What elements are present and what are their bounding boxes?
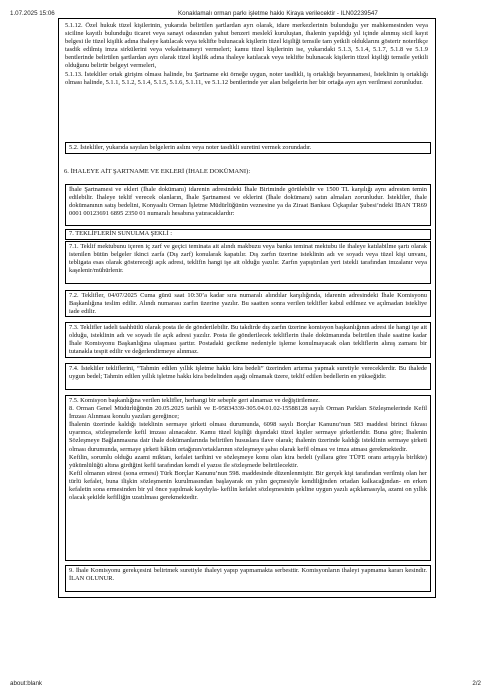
clause-5-2-box xyxy=(65,142,431,154)
section-7-heading: 7. TEKLİFLERİN SUNULMA ŞEKLİ : xyxy=(69,230,173,237)
clause-7-4: 7.4. İstekliler tekliflerini, “Tahmin edilen yıllık işletme hakkı kira bedeli” üzerinden artırma yapmak suretiyle vereceklerdir. Bu ihalede uygun bedel; Tahmin edilen yıllık işletme hakkı kira bedelinden aşağı olmamak üzere, teklif edilen bedellerin en yükseğidir. xyxy=(69,365,427,381)
clause-7-3: 7.3. Teklifler iadeli taahhütlü olarak posta ile de gönderilebilir. Bu takdirde dış zarfın üzerine komisyon başkanlığının adresi ile hangi işe ait olduğu, isteklinin adı ve soyadı ile açık adresi yazılır. Posta ile gönderilecek tekliflerin ihale dokümanında belirtilen ihale saatine kadar İhale Komisyonu Başkanlığına ulaşması şarttır. Postadaki gecikme nedeniyle işleme konulmayacak olan tekliflerin alınış zamanı bir tutanakla tespit edilir ve değerlendirmeye alınmaz. xyxy=(69,324,427,356)
footer-url: about:blank xyxy=(10,680,42,687)
page-number: 2/2 xyxy=(472,680,481,687)
clause-7-5: 7.5. Komisyon başkanlığına verilen teklifler, herhangi bir sebeple geri alınamaz ve değiştirilemez. xyxy=(69,397,320,404)
clause-7-2: 7.2. Teklifler, 04/07/2025 Cuma günü saat 10:30’a kadar sıra numaralı alındılar karşılığında, idarenin adresindeki İhale Komisyonu Başkanlığına teslim edilir. Alındı numarası zarfın üzerine yazılır. Bu saatten sonra verilen teklifler kabul edilmez ve açılmadan istekliye iade edilir. xyxy=(69,292,427,316)
clause-5-1-13: 5.1.13. İstekliler ortak girişim olması halinde, bu Şartname eki örneğe uygun, noter tasdikli, iş ortaklığı beyannamesi, İsteklinin iş ortaklığı olması halinde, 5.1.1, 5.1.2, 5.1.4, 5.1.5, 5.1.6, 5.1.11, ve 5.1.12 bentlerinde yer alan belgelerin her bir ortağa ayrı ayrı verilmesi zorunludur. xyxy=(65,70,428,86)
clause-7-2-box xyxy=(65,290,431,317)
clause-8: 8. Orman Genel Müdürlüğünün 20.05.2025 tarihli ve E-95834339-305.04.01.02-15588128 sayılı Orman Parkları Sözleşmelerinde Kefil İmzası Alınması konulu yazıları gereğince; xyxy=(69,405,427,421)
clause-8-a: İhalenin üzerinde kaldığı isteklinin sermaye şirketi olması durumunda, 6098 sayılı Borçlar Kanunu’nun 583 maddesi birinci fıkrası uyarınca, sözleşmelerde kefil imzası alınacaktır. Kamu tüzel kişiliği dışındaki tüzel kişiler sermaye şirketleridir. Buna göre; İhalenin Sözleşmeye Bağlanmasına dair ihale dokümanlarında belirtilen hususlara ilave olarak; ihalenin üzerinde kaldığı isteklinin sermaye şirketi olması durumunda, sermaye şirketi hâkim ortağının/ortaklarının sözleşmeye şahsı olarak kefil olması ve imza atması gerekmektedir. xyxy=(69,421,427,453)
clause-5-1-12: 5.1.12. Özel hukuk tüzel kişilerinin, yukarıda belirtilen şartlardan ayrı olarak, idare merkezlerinin bulunduğu yer mahkemesinden veya siciline kayıtlı bulunduğu ticaret veya sanayi odasından yahut benzeri meslekî kuruluştan, ihalenin yapıldığı yıl içinde alınmış sicil kayıt belgesi ile tüzel kişilik adına ihaleye katılacak veya teklifte bulunacak kişilerin tüzel kişiliği temsile tam yetkili olduklarını gösterir noterlikçe tasdik edilmiş imza sirkülerini veya vekaletnameyi vermeleri; kamu tüzel kişilerinin ise, yukarıdaki 5.1.3, 5.1.4, 5.1.7, 5.1.8 ve 5.1.9 bentlerinde belirtilen şartlardan ayrı olarak tüzel kişilik adına ihaleye katılacak veya teklifte bulunacak kişilerin tüzel kişiliği temsile yetkili olduğunu belirtir belgeyi vermeleri, xyxy=(65,22,428,70)
section-6-text: İhale Şartnamesi ve ekleri (İhale dokümanı) idarenin adresindeki İhale Biriminde görülebilir ve 1500 TL karşılığı aynı adresten temin edilebilir. İhaleye teklif verecek olanların, İhale Şartnamesi ve eklerini (İhale dokümanı) satın almaları zorunludur. İstekliler, ihale dokümanının satış bedelini, Konyaaltı Orman İşletme Müdürlüğünün veznesine ya da Ziraat Bankası Üçkapılar Şubesi’ndeki İBAN TR69 0001 00123691 6895 2350 01 numaralı hesabına yatıracaklardır: xyxy=(69,186,427,218)
clause-9: 9. İhale Komisyonu gerekçesini belirtmek suretiyle ihaleyi yapıp yapmamakta serbesttir. Komisyonların ihaleyi yapmama kararı kesindir. İLAN OLUNUR. xyxy=(69,567,427,583)
clause-7-1: 7.1. Teklif mektubunu içeren iç zarf ve geçici teminata ait alındı makbuzu veya banka teminat mektubu ile ihaleye katılabilme şartı olarak istenilen bütün belgeler ikinci zarfa (Dış zarf) konularak kapatılır. Dış zarfın üzerine isteklinin adı ve soyadı veya tüzel kişi unvanı, tebligata esas olarak göstereceği açık adresi, teklifin hangi işe ait olduğu yazılır. Zarfın yapıştırılan yeri istekli tarafından imzalanır veya kaşelenir/mühürlenir. xyxy=(69,243,427,275)
clause-9-box xyxy=(65,565,431,592)
section-6-heading: 6. İHALEYE AİT ŞARTNAME VE EKLERİ (İHALE DOKÜMANI): xyxy=(64,168,251,175)
clause-7-4-box xyxy=(65,363,431,390)
clause-7-3-box xyxy=(65,322,431,358)
clause-7-5-box xyxy=(65,395,431,561)
header-date: 1.07.2025 15:06 xyxy=(10,10,55,17)
clause-8-c: Kefil olmanın süresi (sona ermesi) Türk Borçlar Kanunu’nun 598. maddesinde düzenlenmiştir. Bir gerçek kişi tarafından verilmiş olan her türlü kefalet, buna ilişkin sözleşmenin kurulmasından başlayarak on yılın geçmesiyle kendiliğinden ortadan kalkacağından- en erken kefaletin sona ermesinden bir yıl önce yapılmak kaydıyla- kefilin kefalet sözleşmesinin şekline uygun yazılı açıklamasıyla, azami on yıllık olacak şekilde kefilliğin uzatılması gerekmektedir. xyxy=(69,469,427,502)
clause-5-2: 5.2. İstekliler, yukarıda sayılan belgelerin aslını veya noter tasdikli suretini vermek zorundadır. xyxy=(69,144,312,151)
clause-7-1-box xyxy=(65,241,431,284)
intro-block xyxy=(65,22,428,87)
header-title: Konaklamalı orman parkı işletme hakkı Kiraya verilecektir - ILN02239547 xyxy=(178,10,378,17)
section-6-box xyxy=(65,184,431,226)
section-7-heading-box xyxy=(65,229,431,240)
clause-8-b: Kefilin, sorumlu olduğu azami miktarı, kefalet tarihini ve sözleşmeye konu olan kira bedeli (yıllara göre TÜFE oranı artışıyla birlikte) yükümlülüğü altına girdiğini kefil tarafından kendi el yazısı ile sözleşmede belirtilecektir. xyxy=(69,453,427,469)
